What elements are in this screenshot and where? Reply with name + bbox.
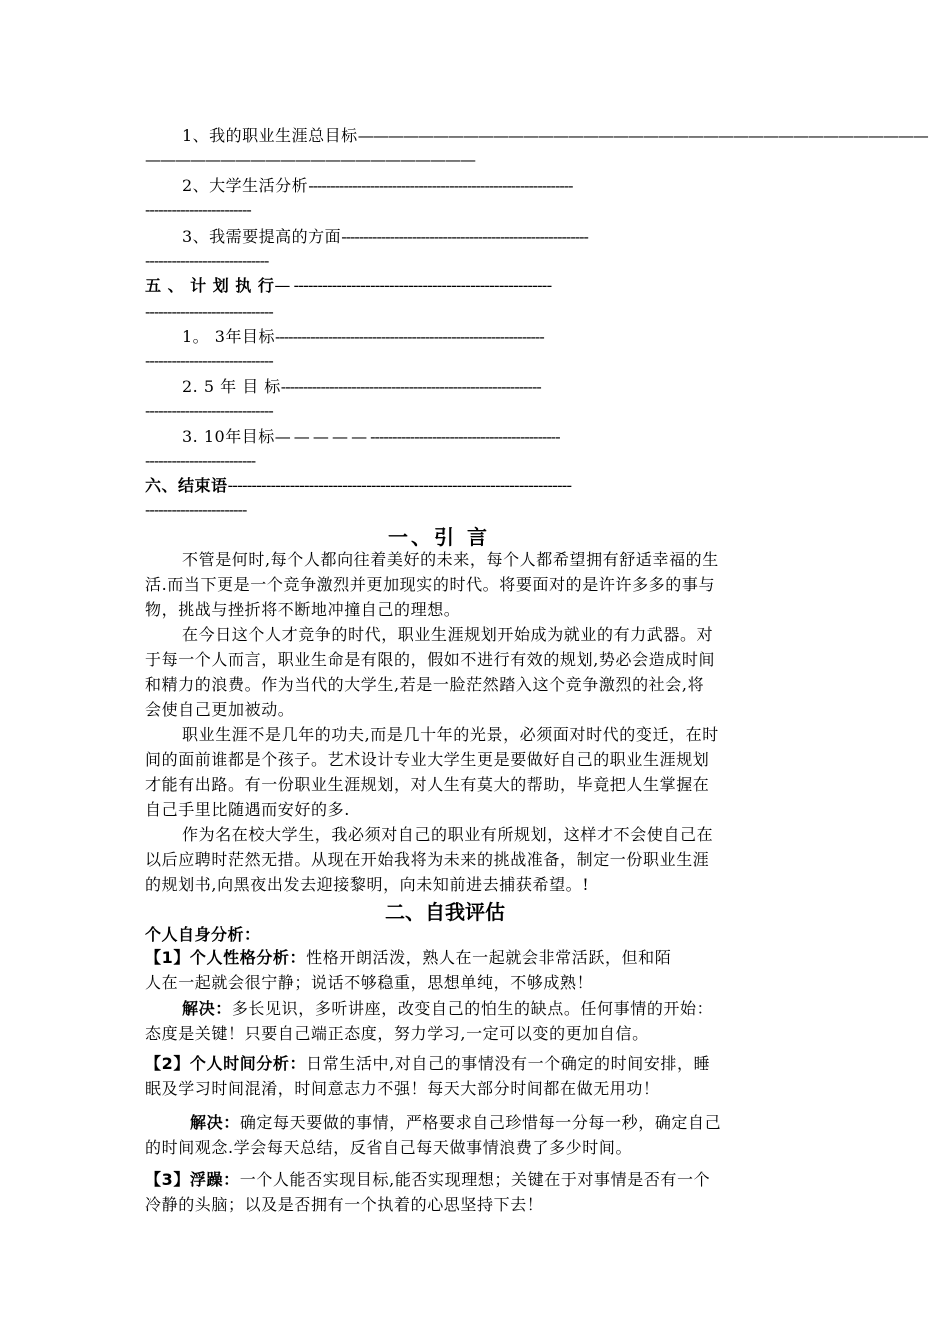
intro-para2-line3: 和精力的浪费。作为当代的大学生,若是一脸茫然踏入这个竞争激烈的社会,将 <box>145 675 705 694</box>
toc-item-improvements <box>182 227 807 247</box>
toc-leader: — ------------------------------------------------------ <box>274 276 552 295</box>
intro-para2-line1: 在今日这个人才竞争的时代，职业生涯规划开始成为就业的有力武器。对 <box>182 625 714 644</box>
toc-leader-cont: ----------------------------- <box>145 351 273 370</box>
solution-label: 解决： <box>190 1113 240 1132</box>
intro-para3-line2: 间的面前谁都是个孩子。艺术设计专业大学生更是要做好自己的职业生涯规划 <box>145 750 710 769</box>
intro-para4-line1: 作为名在校大学生，我必须对自己的职业有所规划，这样才不会使自己在 <box>182 825 714 844</box>
toc-leader: ------------------------------------------------------------- <box>274 327 544 346</box>
toc-label: 3. 10年目标 <box>182 427 275 446</box>
intro-para2-line4: 会使自己更加被动。 <box>145 700 295 719</box>
intro-para2-line2: 于每一个人而言，职业生命是有限的，假如不进行有效的规划,势必会造成时间 <box>145 650 716 669</box>
toc-leader-cont: ----------------------------- <box>145 302 273 321</box>
impetuous-line1 <box>145 1168 710 1193</box>
intro-para1-line1: 不管是何时,每个人都向往着美好的未来，每个人都希望拥有舒适幸福的生 <box>182 550 719 569</box>
toc-label: 2. 5 年 目 标 <box>182 377 281 396</box>
toc-leader-cont: ------------------------- <box>145 451 256 470</box>
impetuous-heading: 【3】浮躁： <box>145 1170 240 1189</box>
solution-text: 确定每天要做的事情，严格要求自己珍惜每一分每一秒，确定自己 <box>239 1113 722 1132</box>
personality-analysis-line1 <box>145 946 671 971</box>
section-title-self-assessment: 二、自我评估 <box>385 900 505 924</box>
toc-item-5yr-goal <box>182 377 807 397</box>
personality-analysis-text: 性格开朗活泼，熟人在一起就会非常活跃，但和陌 <box>306 948 672 967</box>
intro-para3-line4: 自己手里比随遇而安好的多. <box>145 800 350 819</box>
toc-label: 五 、 计 划 执 行 <box>145 276 275 295</box>
toc-leader: ----------------------------------------------------------- <box>280 377 541 396</box>
toc-label: 1。 3年目标 <box>182 327 275 346</box>
impetuous-text: 一个人能否实现目标,能否实现理想；关键在于对事情是否有一个 <box>239 1170 711 1189</box>
personality-solution-line2: 态度是关键！只要自己端正态度，努力学习,一定可以变的更加自信。 <box>145 1024 649 1043</box>
time-analysis-line1 <box>145 1052 710 1077</box>
toc-label: 六、结束语 <box>145 476 228 495</box>
toc-leader-cont: —————————————————————— <box>145 150 475 169</box>
intro-para3-line3: 才能有出路。有一份职业生涯规划，对人生有莫大的帮助，毕竟把人生掌握在 <box>145 775 710 794</box>
toc-item-3yr-goal <box>182 327 807 347</box>
intro-para1-line2: 活.而当下更是一个竞争激烈并更加现实的时代。将要面对的是许许多多的事与 <box>145 575 716 594</box>
subsection-title-personal-analysis: 个人自身分析： <box>145 925 261 944</box>
toc-label: 3、我需要提高的方面 <box>182 227 342 246</box>
intro-para1-line3: 物，挑战与挫折将不断地冲撞自己的理想。 <box>145 600 461 619</box>
toc-item-college-life <box>182 176 807 196</box>
toc-section-plan-execution <box>145 276 807 296</box>
toc-item-10yr-goal <box>182 427 807 447</box>
toc-leader: — — — — — ------------------------------------------- <box>274 427 560 446</box>
toc-leader-cont: ----------------------------- <box>145 401 273 420</box>
toc-leader-cont: ----------------------- <box>145 500 247 519</box>
time-analysis-text: 日常生活中,对自己的事情没有一个确定的时间安排，睡 <box>306 1054 711 1073</box>
time-analysis-line2: 眠及学习时间混淆，时间意志力不强！每天大部分时间都在做无用功！ <box>145 1079 660 1098</box>
time-analysis-heading: 【2】个人时间分析： <box>145 1054 307 1073</box>
toc-leader: —————————————————————————————————————— <box>357 126 928 145</box>
solution-text: 多长见识，多听讲座，改变自己的怕生的缺点。任何事情的开始： <box>231 999 714 1018</box>
section-title-intro: 一、引 言 <box>388 525 490 549</box>
personality-analysis-line2: 人在一起就会很宁静；说话不够稳重，思想单纯，不够成熟！ <box>145 973 594 992</box>
toc-leader: ------------------------------------------------------------ <box>308 176 573 195</box>
intro-para4-line3: 的规划书,向黑夜出发去迎接黎明，向未知前进去捕获希望。! <box>145 875 590 894</box>
toc-section-conclusion <box>145 476 807 496</box>
toc-leader-cont: ---------------------------- <box>145 251 269 270</box>
solution-label: 解决： <box>182 999 232 1018</box>
toc-item-career-goal <box>182 126 928 146</box>
time-solution-line1 <box>190 1111 721 1136</box>
toc-leader: -------------------------------------------------------- <box>341 227 588 246</box>
toc-label: 2、大学生活分析 <box>182 176 309 195</box>
intro-para3-line1: 职业生涯不是几年的功夫,而是几十年的光景，必须面对时代的变迁，在时 <box>182 725 719 744</box>
toc-label: 1、我的职业生涯总目标 <box>182 126 358 145</box>
toc-leader: ------------------------------------------------------------------------ <box>227 476 572 495</box>
personality-solution-line1 <box>182 997 713 1022</box>
personality-analysis-heading: 【1】个人性格分析： <box>145 948 307 967</box>
toc-leader-cont: ------------------------ <box>145 200 251 219</box>
impetuous-line2: 冷静的头脑；以及是否拥有一个执着的心思坚持下去！ <box>145 1195 544 1214</box>
time-solution-line2: 的时间观念.学会每天总结，反省自己每天做事情浪费了多少时间。 <box>145 1138 633 1157</box>
intro-para4-line2: 以后应聘时茫然无措。从现在开始我将为未来的挑战准备，制定一份职业生涯 <box>145 850 710 869</box>
